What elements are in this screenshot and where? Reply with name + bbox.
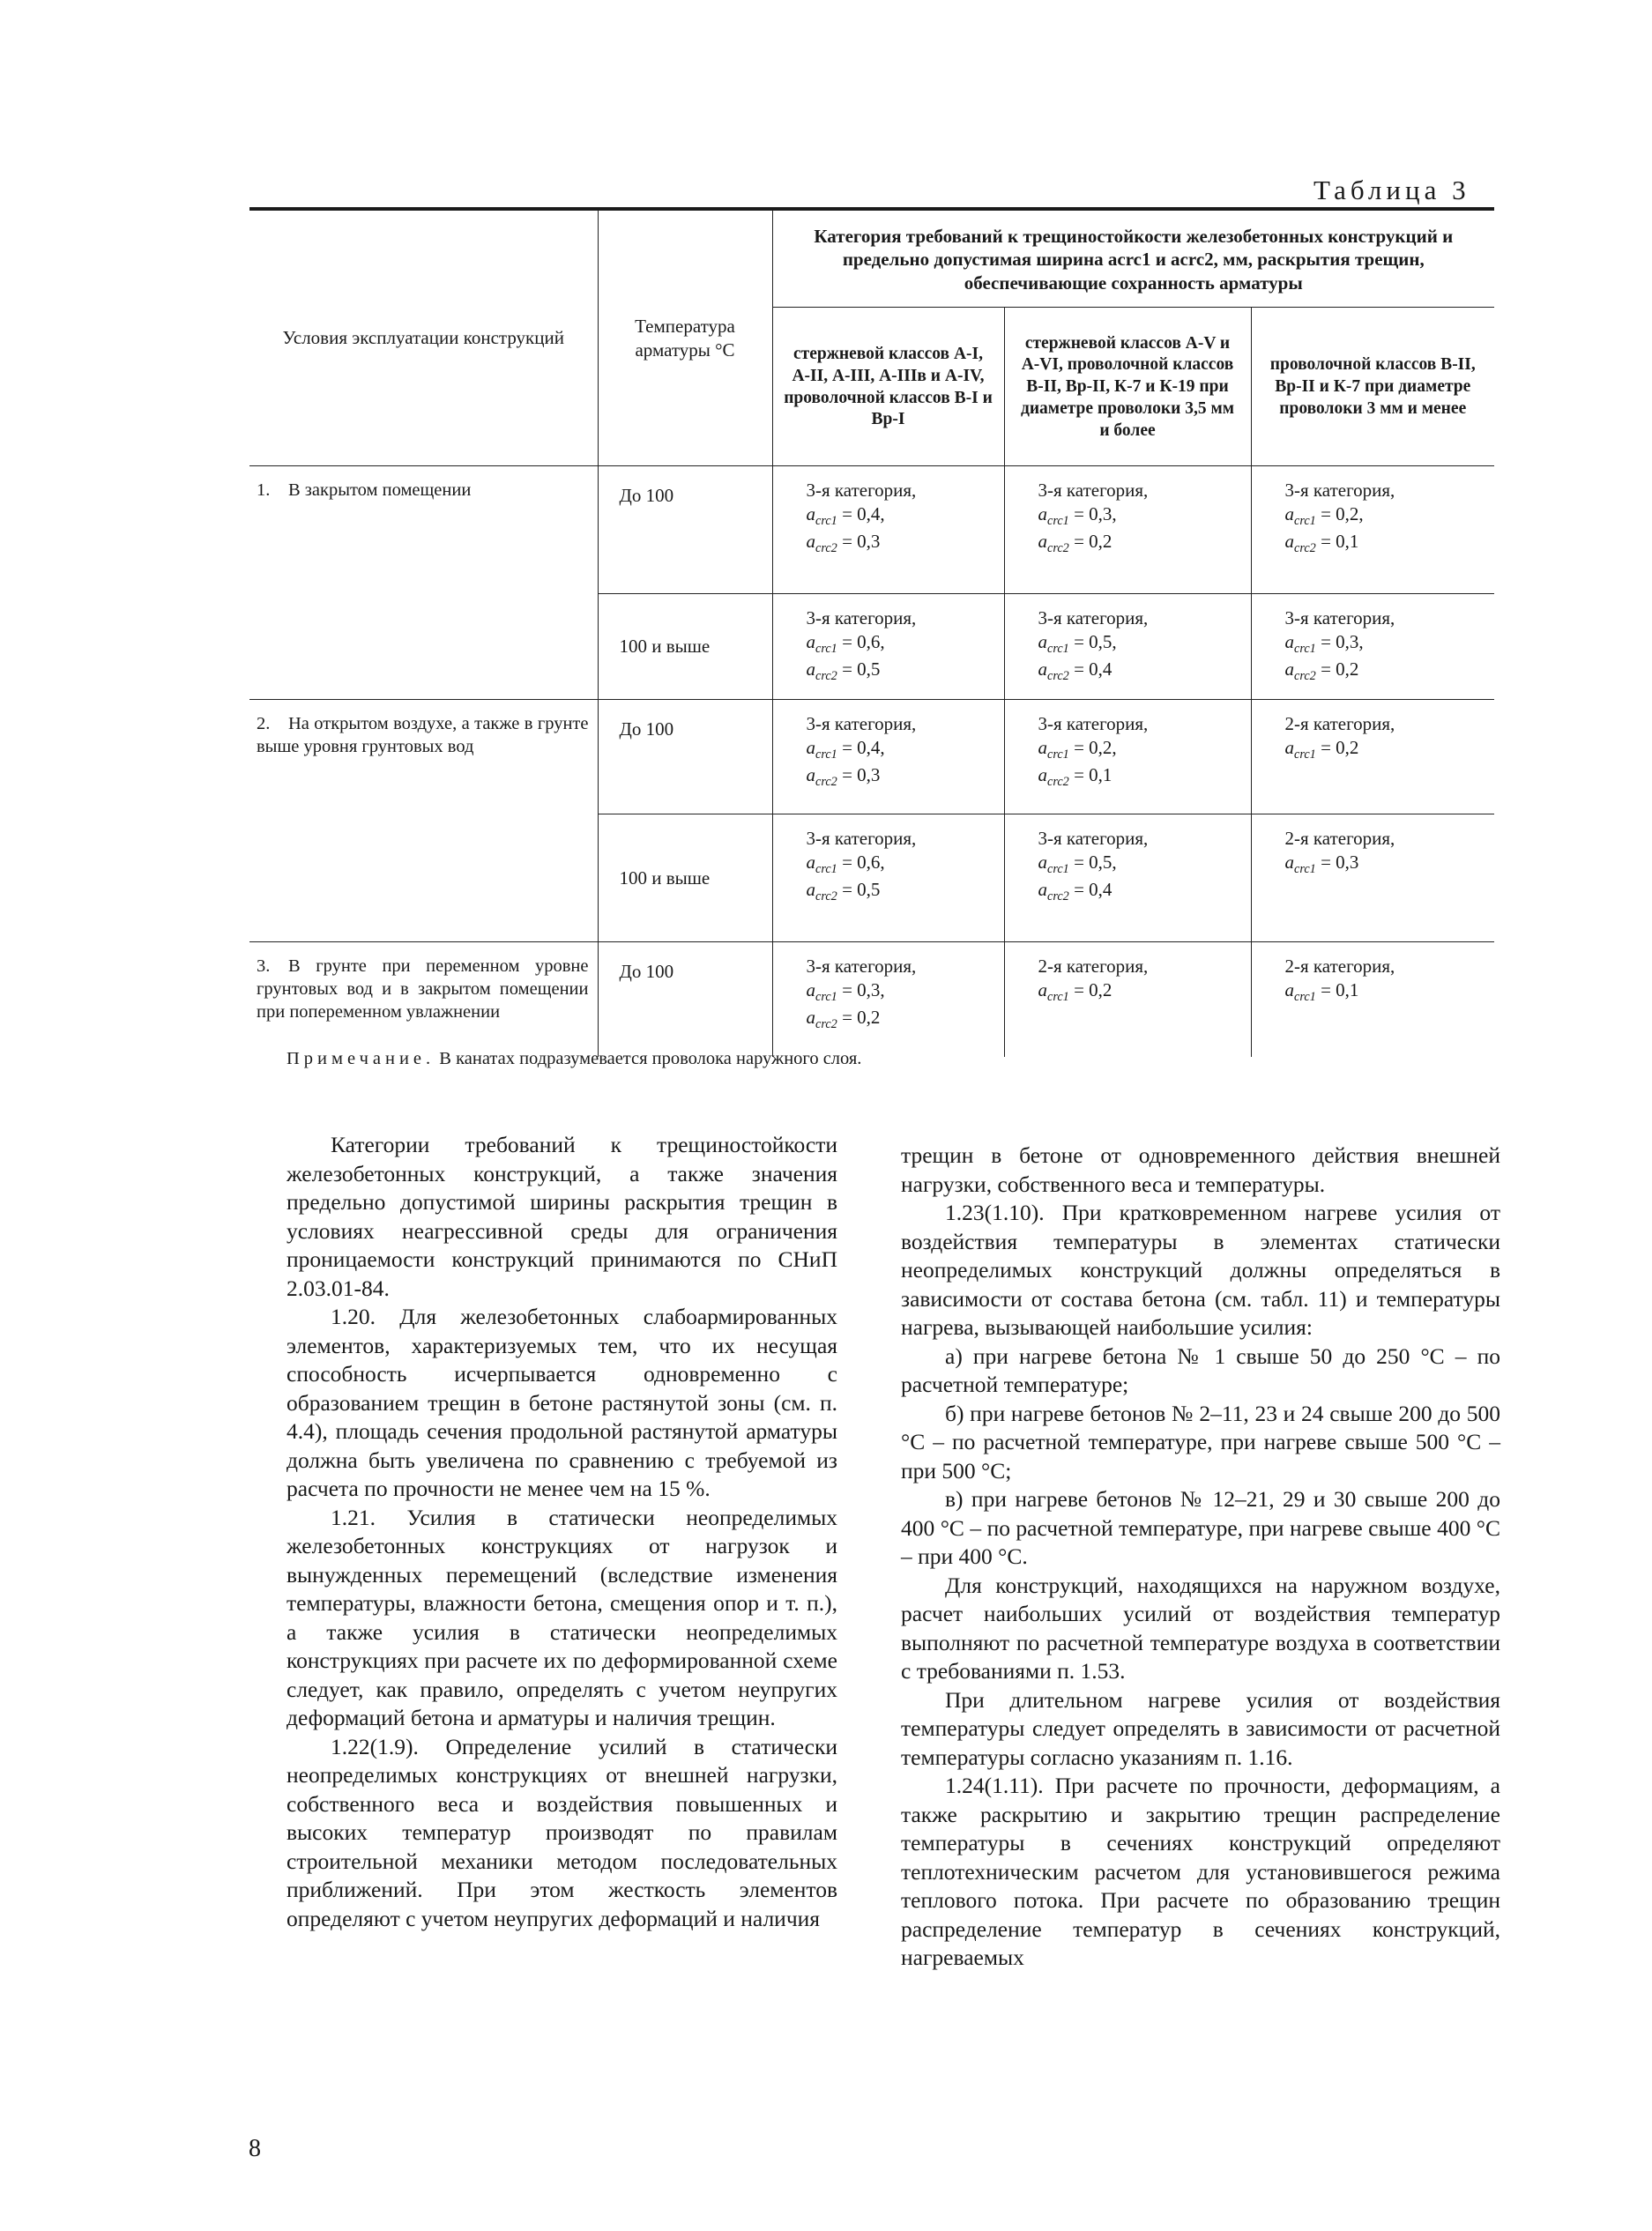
category-line: $a_{crc2} = 0,4$ [1038, 879, 1112, 904]
header-sub-wire-thin: проволочной классов В-II, Вр-II и К-7 при диаметре проволоки 3 мм и менее [1251, 308, 1494, 466]
table-row [249, 942, 1494, 1057]
acrc-symbol: $a_{crc2}$ [1038, 879, 1069, 904]
category-line: 3-я категория, [806, 607, 917, 628]
paragraph: Для конструкций, находящихся на наружном воздухе, расчет наибольших усилий от воздействия температур выполняют по расчетной температуре воздуха в соответствии с требованиями п. 1.53. [901, 1572, 1500, 1684]
acrc-symbol: $a_{crc1}$ [1284, 979, 1316, 1005]
acrc-symbol: $a_{crc1}$ [806, 631, 837, 657]
section-number: 1.24(1.11). [945, 1773, 1055, 1798]
category-line: $a_{crc1} = 0,6$, [806, 851, 885, 877]
category-line: 3-я категория, [806, 828, 917, 849]
table-row [249, 466, 1494, 594]
category-line: 3-я категория, [806, 480, 917, 501]
category-line: 2-я категория, [1284, 713, 1395, 734]
category-line: 2-я категория, [1038, 956, 1149, 977]
category-line: 3-я категория, [1284, 480, 1395, 501]
table-note [286, 1049, 861, 1069]
category-cell [772, 942, 1004, 1057]
category-cell [1004, 700, 1251, 814]
section-number: 1.23(1.10). [945, 1200, 1062, 1225]
section-number: 1.20. [331, 1304, 400, 1329]
acrc-symbol: $a_{crc2}$ [1038, 764, 1069, 790]
category-line: $a_{crc1} = 0,5$, [1038, 631, 1117, 657]
condition-cell [249, 942, 598, 1057]
section-number: 1.22(1.9). [331, 1733, 446, 1759]
paragraph: 1.20. Для железобетонных слабоармированных элементов, характеризуемых тем, что их несущая способность исчерпывается одновременно с образованием трещин в бетоне растянутой зоны (см. п. 4.4), площадь сечения продольной растянутой арматуры должна быть увеличена по сравнению с требуемой из расчета по прочности не менее чем на 15 %. [286, 1304, 838, 1501]
category-line: 3-я категория, [806, 956, 917, 977]
category-cell [1251, 594, 1494, 700]
temperature-cell: До 100 [598, 942, 772, 1057]
condition-text: На открытом воздухе, а также в грунте выше уровня грунтовых вод [257, 714, 589, 757]
category-cell [1251, 942, 1494, 1057]
category-line: $a_{crc2} = 0,3$ [806, 531, 881, 556]
category-line: $a_{crc1} = 0,2$ [1038, 979, 1112, 1005]
category-line: $a_{crc2} = 0,1$ [1284, 531, 1359, 556]
condition-cell [249, 466, 598, 700]
category-line: $a_{crc1} = 0,6$, [806, 631, 885, 657]
category-cell [772, 594, 1004, 700]
category-line: $a_{crc2} = 0,2$ [1284, 658, 1359, 684]
acrc-symbol: $a_{crc1}$ [1038, 631, 1069, 657]
acrc-symbol: $a_{crc2}$ [806, 531, 837, 556]
acrc-symbol: $a_{crc2}$ [1038, 658, 1069, 684]
category-cell [1004, 594, 1251, 700]
paragraph: б) при нагреве бетонов № 2–11, 23 и 24 свыше 200 до 500 °С – по расчетной температуре, при нагреве свыше 500 °С – при 500 °С; [901, 1400, 1500, 1484]
acrc-symbol: $a_{crc1}$ [1284, 503, 1316, 529]
category-line: $a_{crc2} = 0,3$ [806, 764, 881, 790]
category-line: 3-я категория, [806, 713, 917, 734]
acrc-symbol: $a_{crc1}$ [1284, 737, 1316, 762]
category-line: $a_{crc1} = 0,4$, [806, 737, 885, 762]
paragraph: 1.22(1.9). Определение усилий в статически неопределимых конструкциях от внешней нагрузки, собственного веса и воздействия повышенных и высоких температур производят по правилам строительной механики методом последовательных приближений. При этом жесткость элементов определяют с учетом неупругих деформаций и наличия [286, 1733, 838, 1931]
category-line: $a_{crc1} = 0,1$ [1284, 979, 1359, 1005]
header-category: Категория требований к трещиностойкости железобетонных конструкций и предельно допустимая ширина acrc1 и acrc2, мм, раскрытия трещин, обеспечивающие сохранность арматуры [772, 211, 1494, 308]
acrc-symbol: $a_{crc1}$ [1038, 851, 1069, 877]
acrc-symbol: $a_{crc2}$ [806, 879, 837, 904]
header-sub-rod: стержневой классов А-I, А-II, А-III, А-IIIв и А-IV, проволочной классов В-I и Вр-I [772, 308, 1004, 466]
acrc-symbol: $a_{crc1}$ [1038, 979, 1069, 1005]
acrc-symbol: $a_{crc1}$ [806, 851, 837, 877]
category-cell [1004, 466, 1251, 594]
category-line: 2-я категория, [1284, 956, 1395, 977]
condition-text: В грунте при переменном уровне грунтовых вод и в закрытом помещении при попеременном увлажнении [257, 956, 589, 1023]
category-line: $a_{crc1} = 0,5$, [1038, 851, 1117, 877]
table-body [249, 466, 1494, 1057]
category-line: $a_{crc1} = 0,3$, [1284, 631, 1364, 657]
category-line: $a_{crc1} = 0,4$, [806, 503, 885, 529]
category-line: $a_{crc2} = 0,5$ [806, 658, 881, 684]
header-temperature: Температура арматуры °С [598, 211, 772, 466]
category-line: 3-я категория, [1038, 480, 1149, 501]
category-cell [772, 700, 1004, 814]
category-line: $a_{crc1} = 0,3$, [1038, 503, 1117, 529]
condition-number: 2. [257, 714, 271, 733]
table-grid [249, 210, 1494, 1057]
paragraph: а) при нагреве бетона № 1 свыше 50 до 250 °С – по расчетной температуре; [901, 1342, 1500, 1397]
category-cell [772, 814, 1004, 942]
paragraph: 1.23(1.10). При кратковременном нагреве усилия от воздействия температуры в элементах статически неопределимых конструкций должны определяться в зависимости от состава бетона (см. табл. 11) и температуры нагрева, вызывающей наибольшие усилия: [901, 1200, 1500, 1340]
acrc-symbol: $a_{crc2}$ [1038, 531, 1069, 556]
category-line: $a_{crc2} = 0,4$ [1038, 658, 1112, 684]
category-line: $a_{crc1} = 0,3$, [806, 979, 885, 1005]
category-cell [1251, 466, 1494, 594]
category-line: $a_{crc1} = 0,2$, [1038, 737, 1117, 762]
category-line: $a_{crc2} = 0,2$ [806, 1007, 881, 1032]
category-cell [1004, 814, 1251, 942]
note-text: В канатах подразумевается проволока наружного слоя. [439, 1049, 862, 1068]
category-cell [1251, 700, 1494, 814]
category-line: 3-я категория, [1284, 607, 1395, 628]
acrc-symbol: $a_{crc2}$ [1284, 658, 1316, 684]
acrc-symbol: $a_{crc1}$ [1038, 737, 1069, 762]
section-number: 1.21. [331, 1504, 407, 1530]
acrc-symbol: $a_{crc2}$ [1284, 531, 1316, 556]
paragraph: Категории требований к трещиностойкости железобетонных конструкций, а также значения предельно допустимой ширины раскрытия трещин в условиях неагрессивной среды для ограничения проницаемости конструкций принимаются по СНиП 2.03.01-84. [286, 1132, 837, 1301]
category-line: $a_{crc2} = 0,2$ [1038, 531, 1112, 556]
category-line: $a_{crc1} = 0,2$, [1284, 503, 1364, 529]
category-line: $a_{crc1} = 0,3$ [1284, 851, 1359, 877]
paragraph: 1.24(1.11). При расчете по прочности, деформациям, а также раскрытию и закрытию трещин распределение температуры в сечениях конструкций определяют теплотехническим расчетом для установившегося режима теплового потока. При расчете по образованию трещин распределение температур в сечениях конструкций, нагреваемых [901, 1773, 1501, 1970]
category-line: $a_{crc2} = 0,5$ [806, 879, 881, 904]
condition-cell [249, 700, 598, 942]
condition-text: В закрытом помещении [288, 480, 472, 500]
temperature-cell: До 100 [598, 700, 772, 814]
requirements-table [249, 207, 1494, 1057]
category-line: 3-я категория, [1038, 713, 1149, 734]
category-cell [1251, 814, 1494, 942]
page-number: 8 [249, 2135, 261, 2162]
table-caption: Таблица 3 [1313, 175, 1470, 205]
acrc-symbol: $a_{crc1}$ [1284, 851, 1316, 877]
category-line: 3-я категория, [1038, 607, 1149, 628]
acrc-symbol: $a_{crc1}$ [806, 979, 837, 1005]
header-conditions: Условия эксплуатации конструкций [249, 211, 598, 466]
acrc-symbol: $a_{crc1}$ [1038, 503, 1069, 529]
paragraph: в) при нагреве бетонов № 12–21, 29 и 30 свыше 200 до 400 °С – по расчетной температуре, при нагреве свыше 400 °С – при 400 °С. [901, 1486, 1500, 1569]
category-cell [1004, 942, 1251, 1057]
acrc-symbol: $a_{crc2}$ [806, 658, 837, 684]
acrc-symbol: $a_{crc2}$ [806, 1007, 837, 1032]
category-line: 3-я категория, [1038, 828, 1149, 849]
temperature-cell: 100 и выше [598, 814, 772, 942]
condition-number: 1. [257, 480, 271, 500]
text-column-left [286, 1131, 837, 1933]
paragraph: 1.21. Усилия в статически неопределимых железобетонных конструкциях от нагрузок и вынужденных перемещений (вследствие изменения температуры, влажности бетона, смещения опор и т. п.), а также усилия в статически неопределимых конструкциях при расчете их по деформированной схеме следует, как правило, определять с учетом неупругих деформаций бетона и арматуры и наличия трещин. [286, 1504, 838, 1730]
note-label: Примечание. [286, 1049, 435, 1068]
temperature-cell: До 100 [598, 466, 772, 594]
acrc-symbol: $a_{crc2}$ [806, 764, 837, 790]
header-sub-wire-thick: стержневой классов А-V и А-VI, проволочной классов В-II, Вр-II, К-7 и К-19 при диаметре проволоки 3,5 мм и более [1004, 308, 1251, 466]
category-cell [772, 466, 1004, 594]
temperature-cell: 100 и выше [598, 594, 772, 700]
table-row [249, 700, 1494, 814]
text-column-right [901, 1142, 1500, 1973]
condition-number: 3. [257, 956, 271, 976]
acrc-symbol: $a_{crc1}$ [1284, 631, 1316, 657]
acrc-symbol: $a_{crc1}$ [806, 737, 837, 762]
category-line: $a_{crc2} = 0,1$ [1038, 764, 1112, 790]
paragraph: При длительном нагреве усилия от воздействия температуры следует определять в зависимости от расчетной температуры согласно указаниям п. 1.16. [901, 1686, 1500, 1770]
paragraph: трещин в бетоне от одновременного действия внешней нагрузки, собственного веса и температуры. [901, 1142, 1500, 1197]
acrc-symbol: $a_{crc1}$ [806, 503, 837, 529]
category-line: 2-я категория, [1284, 828, 1395, 849]
category-line: $a_{crc1} = 0,2$ [1284, 737, 1359, 762]
